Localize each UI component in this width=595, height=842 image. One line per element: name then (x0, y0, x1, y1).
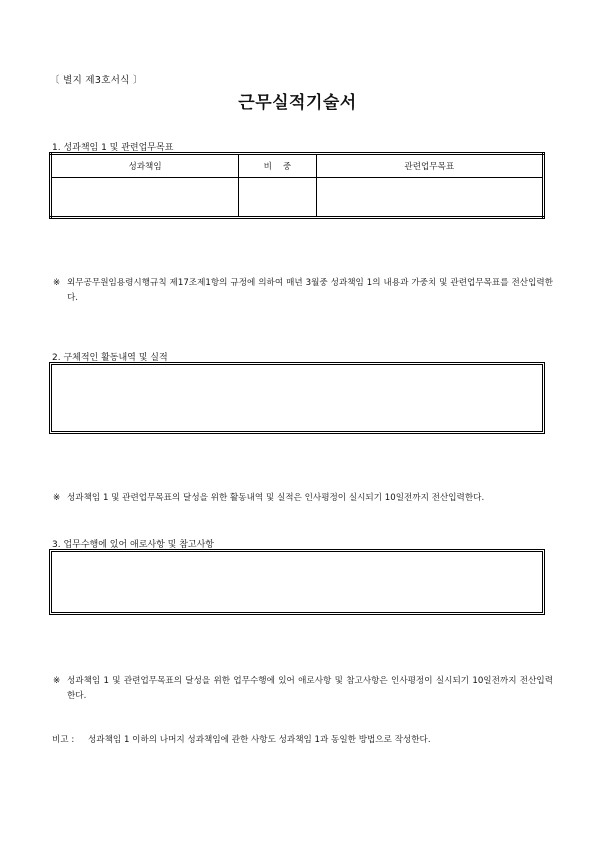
table-header-row (51, 154, 544, 178)
remark-label: 비고 : (52, 735, 75, 745)
weight-cell[interactable] (239, 178, 316, 218)
responsibility-table (49, 152, 545, 219)
column-header-weight: 비 중 (239, 154, 316, 178)
difficulties-notes-box[interactable] (49, 549, 545, 615)
section2-note-text: 성과책임 1 및 관련업무목표의 달성을 위한 활동내역 및 실적은 인사평정이 실시되기 10일전까지 전산입력한다. (67, 493, 485, 503)
section3-heading: 3. 업무수행에 있어 애로사항 및 참고사항 (52, 540, 214, 550)
remark-text: 성과책임 1 이하의 나머지 성과책임에 관한 사항도 성과책임 1과 동일한 방법으로 작성한다. (88, 735, 431, 745)
remark (52, 733, 552, 748)
activity-details-box[interactable] (49, 362, 545, 434)
section1-heading: 1. 성과책임 1 및 관련업무목표 (52, 143, 174, 153)
related-goals-cell[interactable] (316, 178, 543, 218)
note-mark: ※ (53, 676, 61, 686)
note-mark: ※ (53, 493, 61, 503)
section3-note-text: 성과책임 1 및 관련업무목표의 달성을 위한 업무수행에 있어 애로사항 및 참고사항은 인사평정이 실시되기 10일전까지 전산입력한다. (67, 676, 553, 701)
document-title: 근무실적기술서 (238, 93, 357, 113)
section2-note (53, 491, 553, 506)
column-header-responsibility: 성과책임 (51, 154, 239, 178)
form-number-label: 〔 별지 제3호서식 〕 (50, 75, 143, 86)
responsibility-cell[interactable] (51, 178, 239, 218)
note-mark: ※ (53, 278, 61, 288)
table-row (51, 178, 544, 218)
section1-note (53, 276, 553, 306)
section3-note (53, 674, 553, 704)
column-header-related-goals: 관련업무목표 (316, 154, 543, 178)
section2-heading: 2. 구체적인 활동내역 및 실적 (52, 353, 168, 363)
section1-note-text: 외무공무원임용령시행규칙 제17조제1항의 규정에 의하여 매년 3월중 성과책임 1의 내용과 가중치 및 관련업무목표를 전산입력한다. (67, 278, 553, 303)
